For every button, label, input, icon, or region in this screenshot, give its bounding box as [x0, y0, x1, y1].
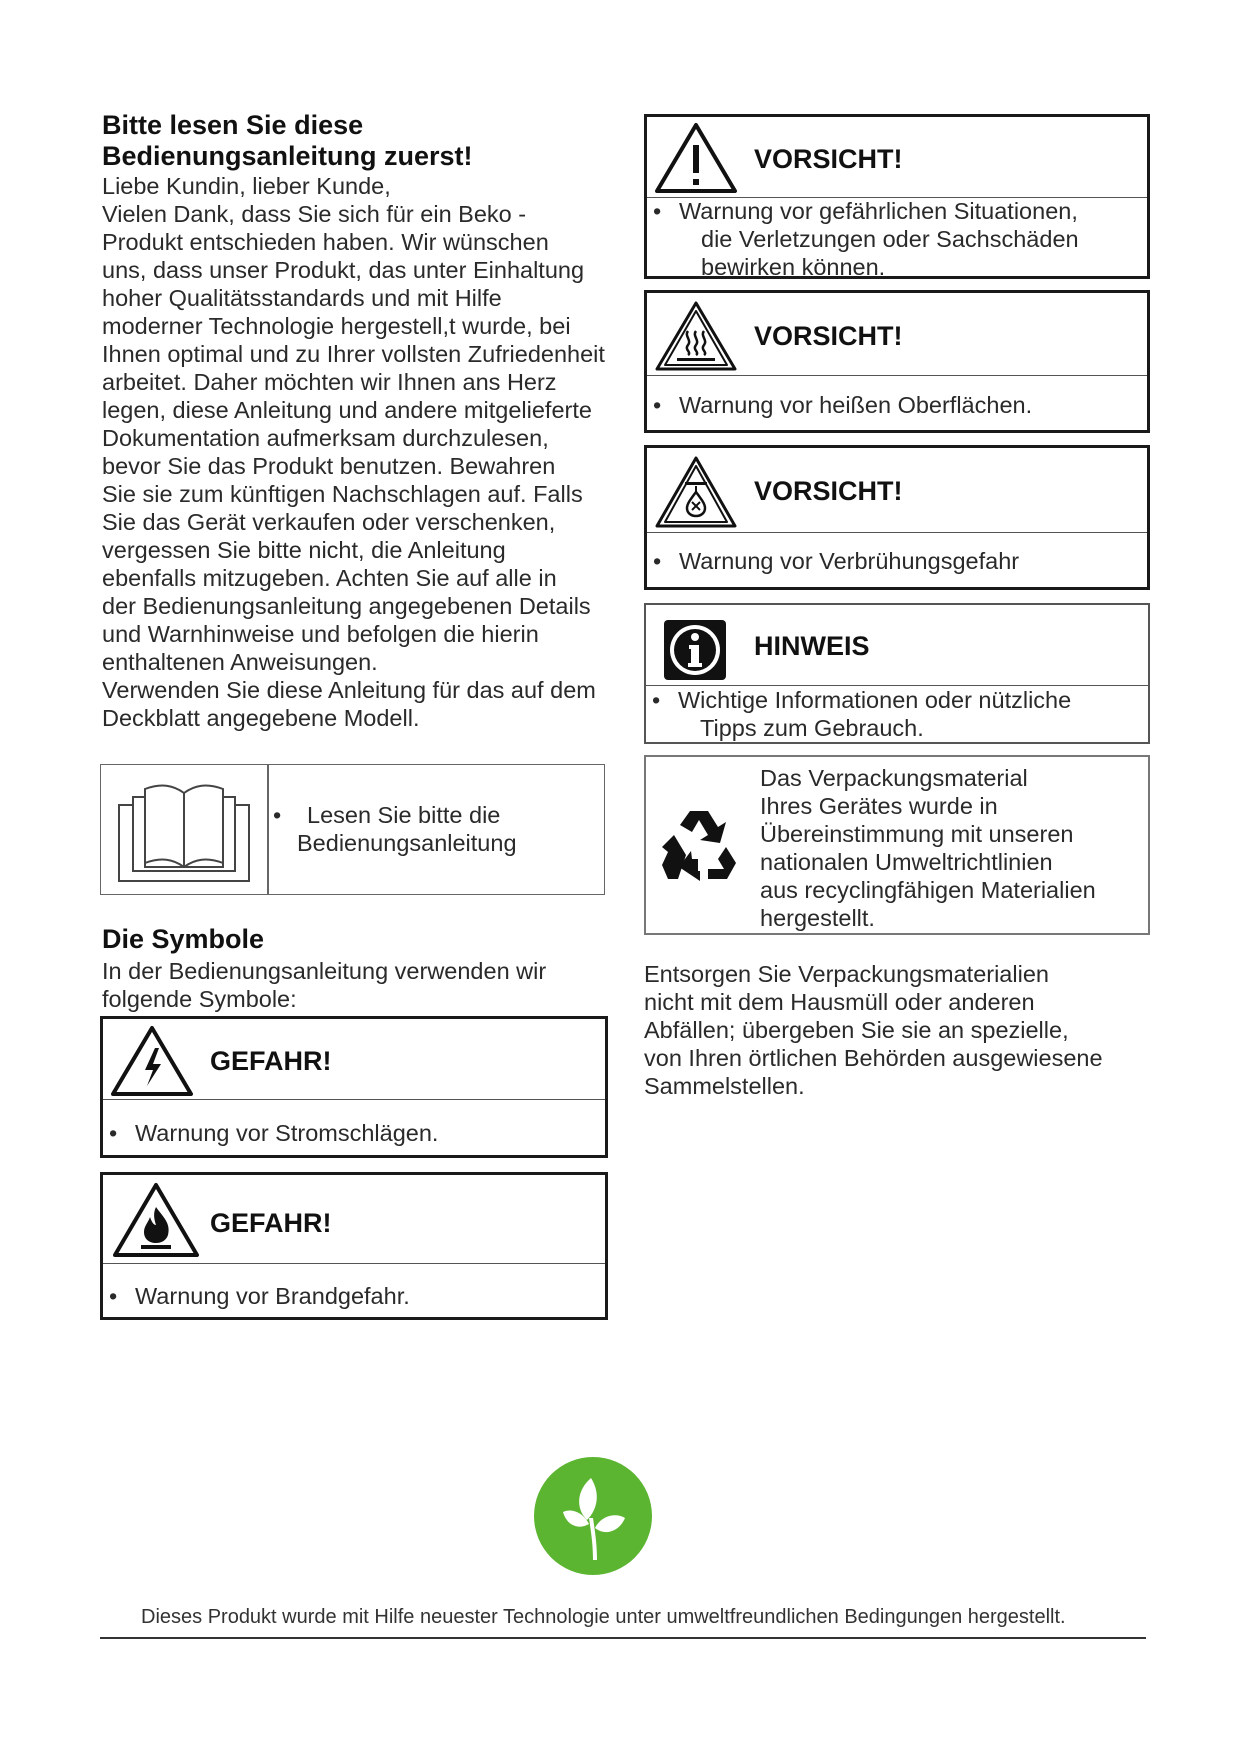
intro-line: bevor Sie das Produkt benutzen. Bewahren — [102, 453, 556, 479]
intro-line: uns, dass unser Produkt, das unter Einhaltung — [102, 257, 585, 283]
info-icon — [664, 620, 726, 680]
intro-line: Sie sie zum künftigen Nachschlagen auf. Falls — [102, 481, 583, 507]
intro-line: Produkt entschieden haben. Wir wünschen — [102, 229, 549, 255]
intro-line: Deckblatt angegebene Modell. — [102, 705, 420, 731]
intro-line: Liebe Kundin, lieber Kunde, — [102, 173, 391, 199]
footer-text: Dieses Produkt wurde mit Hilfe neuester Technologie unter umweltfreundlichen Bedingungen hergestellt. — [141, 1606, 1066, 1628]
divider — [267, 765, 269, 894]
intro-line: hoher Qualitätsstandards und mit Hilfe — [102, 285, 502, 311]
warning-title: VORSICHT! — [754, 321, 903, 351]
warning-title: VORSICHT! — [754, 144, 903, 174]
recycle-text: Das Verpackungsmaterial Ihres Gerätes wurde in Übereinstimmung mit unseren nationalen Umweltrichtlinien aus recyclingfähigen Materialien hergestellt. — [760, 765, 1096, 931]
symbols-intro: In der Bedienungsanleitung verwenden wir folgende Symbole: — [102, 958, 547, 1012]
note-box-info — [644, 603, 1150, 744]
intro-line: moderner Technologie hergestell,t wurde, bei — [102, 313, 571, 339]
intro-line: enthaltenen Anweisungen. — [102, 649, 378, 675]
caution-box-general — [644, 114, 1150, 279]
intro-line: und Warnhinweise und befolgen die hierin — [102, 621, 539, 647]
hot-surface-icon — [653, 299, 739, 373]
recycle-box — [644, 755, 1150, 935]
scald-icon — [653, 454, 739, 530]
intro-line: ebenfalls mitzugeben. Achten Sie auf alle in — [102, 565, 557, 591]
intro-line: Dokumentation aufmerksam durchzulesen, — [102, 425, 549, 451]
read-manual-box — [100, 764, 605, 895]
warning-text: • Wichtige Informationen oder nützliche Tipps zum Gebrauch. — [652, 687, 1072, 741]
recycle-icon — [660, 807, 738, 883]
read-manual-text: • Lesen Sie bitte die Bedienungsanleitung — [273, 802, 517, 856]
fire-icon — [111, 1181, 201, 1259]
intro-line: arbeitet. Daher möchten wir Ihnen ans Herz — [102, 369, 557, 395]
intro-line: Sie das Gerät verkaufen oder verschenken, — [102, 509, 556, 535]
intro-line: der Bedienungsanleitung angegebenen Details — [102, 593, 591, 619]
intro-line: Ihnen optimal und zu Ihrer vollsten Zufriedenheit — [102, 341, 605, 367]
warning-text: • Warnung vor gefährlichen Situationen, die Verletzungen oder Sachschäden bewirken können. — [653, 198, 1079, 280]
electric-shock-icon — [109, 1024, 195, 1098]
warning-box-electric — [100, 1016, 608, 1158]
caution-box-scald — [644, 445, 1150, 590]
warning-text: • Warnung vor Stromschlägen. — [109, 1120, 439, 1146]
intro-heading: Bitte lesen Sie diese Bedienungsanleitung zuerst! — [102, 110, 473, 171]
intro-line: vergessen Sie bitte nicht, die Anleitung — [102, 537, 506, 563]
warning-title: HINWEIS — [754, 631, 870, 661]
disposal-text: Entsorgen Sie Verpackungsmaterialien nicht mit dem Hausmüll oder anderen Abfällen; übergeben Sie sie an spezielle, von Ihren örtlichen Behörden ausgewiesene Sammelstellen. — [644, 961, 1103, 1099]
symbols-heading: Die Symbole — [102, 924, 265, 954]
exclamation-icon — [653, 121, 739, 195]
warning-text: • Warnung vor Verbrühungsgefahr — [653, 548, 1020, 574]
intro-line: legen, diese Anleitung und andere mitgelieferte — [102, 397, 592, 423]
warning-text: • Warnung vor heißen Oberflächen. — [653, 392, 1033, 418]
intro-line: Verwenden Sie diese Anleitung für das auf dem — [102, 677, 596, 703]
warning-text: • Warnung vor Brandgefahr. — [109, 1283, 410, 1309]
green-leaf-icon — [533, 1456, 653, 1576]
warning-title: VORSICHT! — [754, 476, 903, 506]
warning-title: GEFAHR! — [210, 1046, 332, 1076]
warning-title: GEFAHR! — [210, 1208, 332, 1238]
footer-divider — [100, 1637, 1146, 1639]
intro-line: Vielen Dank, dass Sie sich für ein Beko - — [102, 201, 527, 227]
open-book-icon — [111, 775, 257, 887]
intro-text — [102, 172, 605, 732]
warning-box-fire — [100, 1172, 608, 1320]
caution-box-hot-surface — [644, 290, 1150, 433]
